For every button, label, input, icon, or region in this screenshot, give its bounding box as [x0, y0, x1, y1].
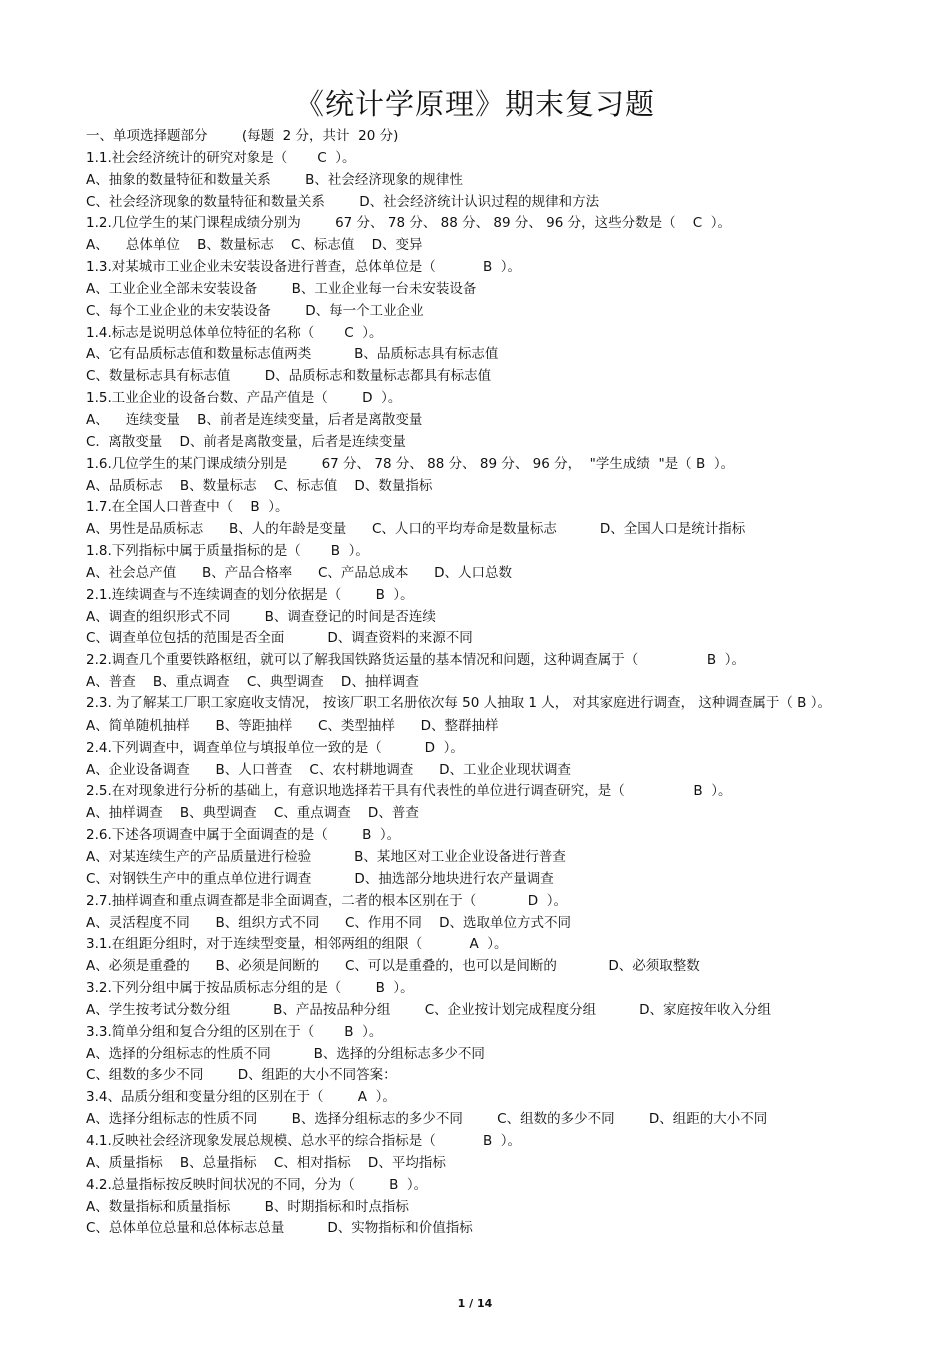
text-line: A、抽象的数量特征和数量关系 B、社会经济现象的规律性: [86, 171, 463, 188]
text-line: 2.7.抽样调查和重点调查都是非全面调查，二者的根本区别在于（ D ）。: [86, 892, 567, 909]
text-line: C、对钢铁生产中的重点单位进行调查 D、抽选部分地块进行农产量调查: [86, 870, 554, 887]
text-line: C、每个工业企业的未安装设备 D、每一个工业企业: [86, 302, 424, 319]
text-line: A、选择的分组标志的性质不同 B、选择的分组标志多少不同: [86, 1045, 485, 1062]
text-line: 1.4.标志是说明总体单位特征的名称（ C ）。: [86, 324, 383, 341]
text-line: 1.7.在全国人口普查中（ B ）。: [86, 499, 289, 516]
text-line: C、社会经济现象的数量特征和数量关系 D、社会经济统计认识过程的规律和方法: [86, 193, 600, 210]
text-line: A、普查 B、重点调查 C、典型调查 D、抽样调查: [86, 674, 419, 691]
text-line: 4.1.反映社会经济现象发展总规模、总水平的综合指标是（ B ）。: [86, 1132, 522, 1149]
text-line: C. 离散变量 D、前者是离散变量，后者是连续变量: [86, 433, 406, 450]
text-line: 3.2.下列分组中属于按品质标志分组的是（ B ）。: [86, 980, 414, 997]
text-line: A、数量指标和质量指标 B、时期指标和时点指标: [86, 1198, 409, 1215]
text-line: 3.1.在组距分组时，对于连续型变量，相邻两组的组限（ A ）。: [86, 936, 508, 953]
text-line: A、工业企业全部未安装设备 B、工业企业每一台未安装设备: [86, 280, 477, 297]
text-line: A、质量指标 B、总量指标 C、相对指标 D、平均指标: [86, 1154, 446, 1171]
text-line: A、 总体单位 B、数量标志 C、标志值 D、变异: [86, 237, 423, 254]
text-line: 2.2.调查几个重要铁路枢纽，就可以了解我国铁路货运量的基本情况和问题，这种调查属于（ B ）。: [86, 652, 746, 669]
document-body: [86, 126, 896, 1240]
text-line: 2.5.在对现象进行分析的基础上，有意识地选择若干具有代表性的单位进行调查研究，是（ B ）。: [86, 783, 732, 800]
text-line: 1.2.几位学生的某门课程成绩分别为 67 分、 78 分、 88 分、 89 分、 96 分，这些分数是（ C ）。: [86, 215, 732, 232]
text-line: 2.3. 为了解某工厂职工家庭收支情况， 按该厂职工名册依次每 50 人抽取 1 人， 对其家庭进行调查， 这种调查属于（ B ）。: [86, 694, 831, 711]
document-title: 《统计学原理》期末复习题: [294, 87, 655, 121]
text-line: A、对某连续生产的产品质量进行检验 B、某地区对工业企业设备进行普查: [86, 849, 566, 865]
text-line: C、调查单位包括的范围是否全面 D、调查资料的来源不同: [86, 630, 473, 647]
text-line: 2.1.连续调查与不连续调查的划分依据是（ B ）。: [86, 586, 414, 603]
text-line: 2.6.下述各项调查中属于全面调查的是（ B ）。: [86, 827, 401, 844]
text-line: A、简单随机抽样 B、等距抽样 C、类型抽样 D、整群抽样: [86, 717, 499, 734]
text-line: C、组数的多少不同 D、组距的大小不同答案：: [86, 1067, 397, 1084]
text-line: A、必须是重叠的 B、必须是间断的 C、可以是重叠的，也可以是间断的 D、必须取整数: [86, 958, 700, 975]
text-line: 1.8.下列指标中属于质量指标的是（ B ）。: [86, 543, 369, 560]
text-line: 一、单项选择题部分 (每题 2 分，共计 20 分): [86, 128, 399, 144]
text-line: 2.4.下列调查中，调查单位与填报单位一致的是（ D ）。: [86, 739, 464, 756]
text-line: 3.3.简单分组和复合分组的区别在于（ B ）。: [86, 1023, 383, 1040]
text-line: A、选择分组标志的性质不同 B、选择分组标志的多少不同 C、组数的多少不同 D、组距的大小不同: [86, 1111, 768, 1128]
text-line: C、总体单位总量和总体标志总量 D、实物指标和价值指标: [86, 1220, 473, 1237]
text-line: A、社会总产值 B、产品合格率 C、产品总成本 D、人口总数: [86, 564, 513, 581]
text-line: C、数量标志具有标志值 D、品质标志和数量标志都具有标志值: [86, 368, 492, 385]
text-line: A、品质标志 B、数量标志 C、标志值 D、数量指标: [86, 477, 433, 494]
text-line: A、调查的组织形式不同 B、调查登记的时间是否连续: [86, 608, 436, 625]
text-line: 3.4、品质分组和变量分组的区别在于（ A ）。: [86, 1089, 396, 1106]
text-line: 1.3.对某城市工业企业未安装设备进行普查，总体单位是（ B ）。: [86, 259, 522, 276]
text-line: A、它有品质标志值和数量标志值两类 B、品质标志具有标志值: [86, 346, 499, 363]
text-line: A、学生按考试分数分组 B、产品按品种分组 C、企业按计划完成程度分组 D、家庭按年收入分组: [86, 1001, 771, 1018]
text-line: 1.6.几位学生的某门课成绩分别是 67 分、 78 分、 88 分、 89 分、 96 分， "学生成绩 "是（ B ）。: [86, 455, 735, 472]
text-line: 1.5.工业企业的设备台数、产品产值是（ D ）。: [86, 390, 402, 407]
text-line: 4.2.总量指标按反映时间状况的不同，分为（ B ）。: [86, 1176, 428, 1193]
text-line: A、抽样调查 B、典型调查 C、重点调查 D、普查: [86, 805, 419, 822]
text-line: A、灵活程度不同 B、组织方式不同 C、作用不同 D、选取单位方式不同: [86, 914, 571, 931]
text-line: 1.1.社会经济统计的研究对象是（ C ）。: [86, 149, 356, 166]
text-line: A、男性是品质标志 B、人的年龄是变量 C、人口的平均寿命是数量标志 D、全国人口是统计指标: [86, 521, 746, 538]
page-indicator: 1 / 14: [457, 1297, 493, 1310]
text-line: A、 连续变量 B、前者是连续变量，后者是离散变量: [86, 411, 423, 428]
text-line: A、企业设备调查 B、人口普查 C、农村耕地调查 D、工业企业现状调查: [86, 761, 571, 778]
